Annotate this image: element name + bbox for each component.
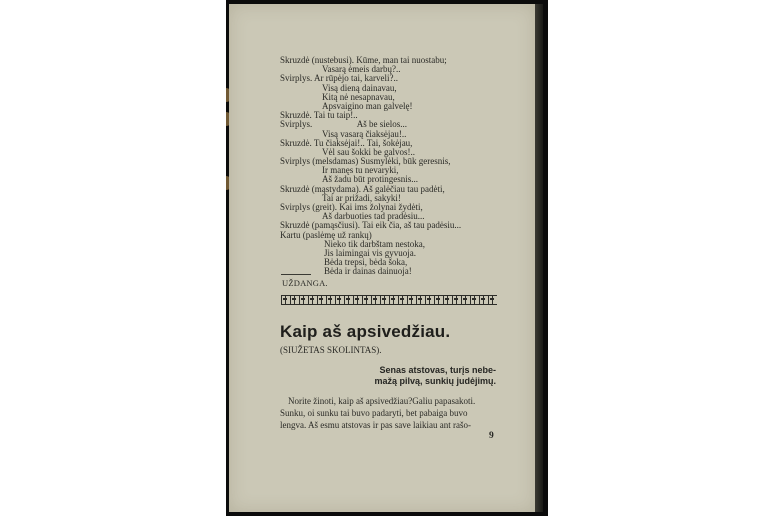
dialogue-line: Ir manęs tu nevaryki, xyxy=(322,165,399,176)
epigraph-line: Senas atstovas, turįs nebe- xyxy=(379,365,496,375)
dialogue-line: Skruzdė. Tai tu taip!.. xyxy=(280,110,358,121)
page-edge xyxy=(535,4,543,512)
dialogue-line: Skruzdė. Tu čiaksėjai!.. Tai, šokėjau, xyxy=(280,137,413,148)
dialogue-line: Vasarą ėmeis darbų?.. xyxy=(322,64,401,75)
body-line: Sunku, oi sunku tai buvo padaryti, bet pabaiga buvo xyxy=(280,408,468,418)
dialogue-line: Skruzdė (nustebusi). Kūme, man tai nuostabu; xyxy=(280,55,447,65)
dialogue-line: Svirplys. Aš be sielos... xyxy=(280,119,408,130)
dialogue-line: Svirplys (melsdamas) Susmylėki, būk geresnis, xyxy=(280,156,451,167)
dialogue-line: Kitą nė nesapnavau, xyxy=(322,91,395,102)
dialogue-line: Kartu (paslėmę už rankų) xyxy=(280,229,372,240)
dialogue-line: Vėl sau šokki be galvos!.. xyxy=(322,146,415,157)
dialogue-line: Visą vasarą čiaksėjau!.. xyxy=(322,128,407,139)
body-line: Norite žinoti, kaip aš apsivedžiau?Galiu papasakoti. xyxy=(288,396,476,406)
story-title: Kaip aš apsivedžiau. xyxy=(280,322,451,341)
body-line: lengva. Aš esmu atstovas ir pas save laikiau ant rašo- xyxy=(280,420,471,430)
dialogue-line: Tai ar prižadi, sakyki! xyxy=(322,192,401,203)
curtain-rule xyxy=(281,274,311,275)
dialogue-line: Bėda trepsi, bėda šoka, xyxy=(324,257,408,268)
dialogue-line: Apsvaigino man galvelę! xyxy=(322,100,413,111)
epigraph-line: mažą pilvą, sunkių judėjimų. xyxy=(374,376,496,386)
dialogue-line: Bėda ir dainas dainuoja! xyxy=(324,266,412,277)
dialogue-line: Svirplys (greit). Kai ims žolynai žydėti, xyxy=(280,202,423,212)
curtain-label: UŽDANGA. xyxy=(282,278,328,288)
dialogue-line: Jis laimingai vis gyvuoja. xyxy=(324,247,416,258)
dialogue-line: Skruzdė (mąstydama). Aš galėčiau tau padėti, xyxy=(280,183,445,194)
dialogue-line: Nieko tik darbštam nestoka, xyxy=(324,238,425,249)
dialogue-line: Aš darbuoties tad pradėsiu... xyxy=(322,211,425,222)
dialogue-line: Svirplys. Ar rūpėjo tai, karveli?.. xyxy=(280,73,398,84)
dialogue-line: Skruzdė (pamąsčiusi). Tai eik čia, aš tau padėsiu... xyxy=(280,220,462,231)
dialogue-line: Visą dieną dainavau, xyxy=(322,82,397,93)
ornamental-divider xyxy=(281,295,497,305)
play-dialogue xyxy=(280,56,461,277)
dialogue-line: Aš žadu būt protingesnis... xyxy=(322,174,418,185)
page-number: 9 xyxy=(489,431,494,441)
story-subtitle: (SIUŽETAS SKOLINTAS). xyxy=(280,345,382,355)
